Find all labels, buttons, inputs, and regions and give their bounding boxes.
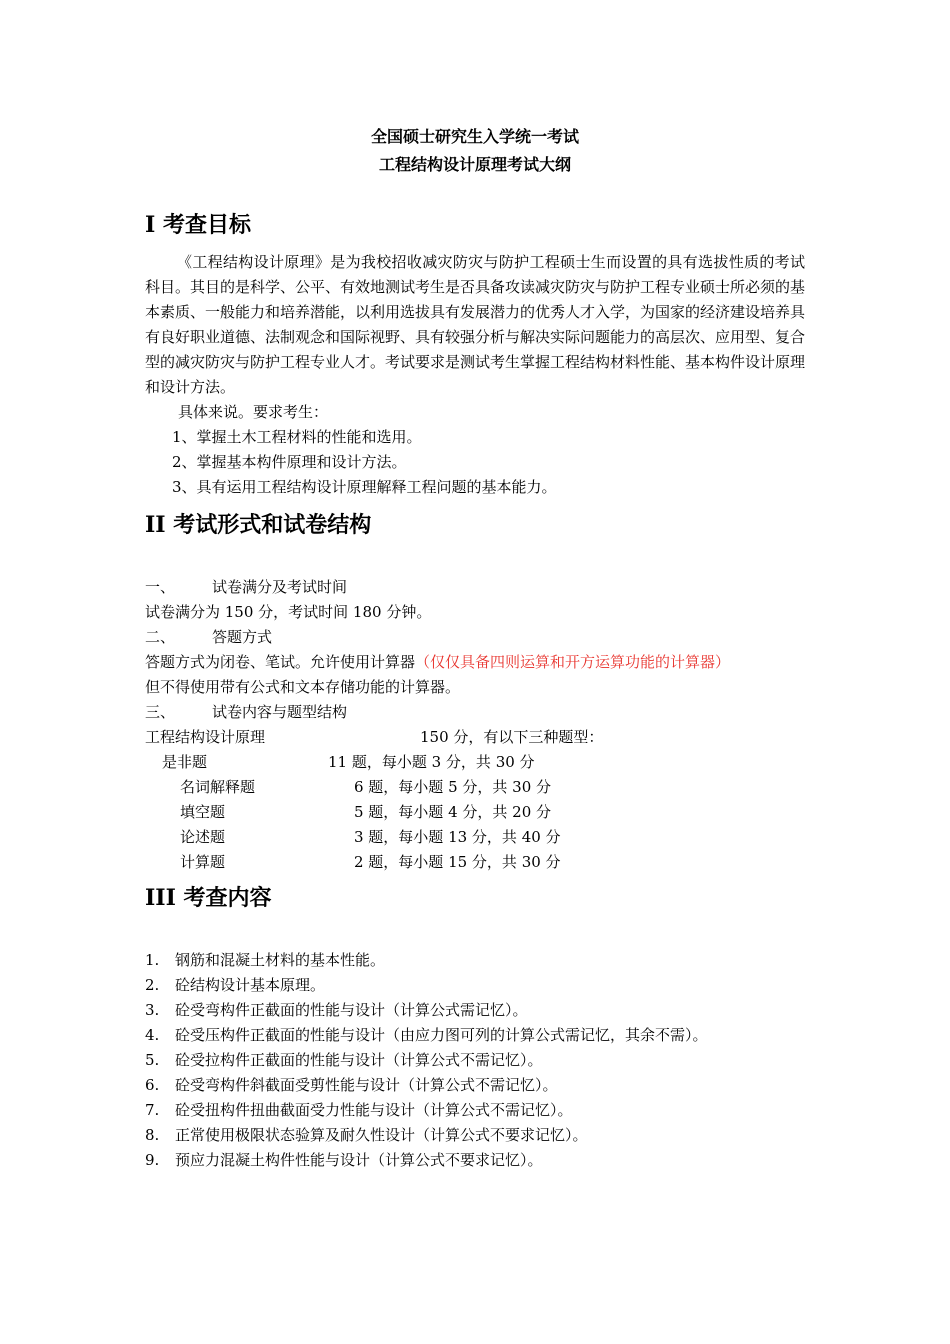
- content-item-text: 砼受弯构件正截面的性能与设计（计算公式需记忆）。: [175, 1001, 528, 1019]
- section1-heading: I 考查目标: [145, 212, 251, 238]
- part3-number: 三、: [145, 703, 176, 721]
- content-item-text: 钢筋和混凝土材料的基本性能。: [175, 951, 386, 969]
- subject-score: 150 分，有以下三种题型：: [420, 728, 604, 746]
- content-item-number: 5.: [145, 1051, 160, 1069]
- content-list-item: [145, 1123, 588, 1148]
- content-list-item: [145, 1048, 543, 1073]
- question-type-name: 名词解释题: [180, 778, 256, 796]
- part3-title: 试卷内容与题型结构: [212, 703, 348, 721]
- question-type-desc: 3 题，每小题 13 分，共 40 分: [354, 828, 561, 846]
- section1-item: 2、掌握基本构件原理和设计方法。: [172, 453, 407, 471]
- question-type-desc: 2 题，每小题 15 分，共 30 分: [354, 853, 561, 871]
- content-item-text: 砼受弯构件斜截面受剪性能与设计（计算公式不需记忆）。: [175, 1076, 558, 1094]
- question-type-desc: 6 题，每小题 5 分，共 30 分: [354, 778, 552, 796]
- content-item-number: 2.: [145, 976, 160, 994]
- content-item-number: 1.: [145, 951, 160, 969]
- content-list-item: [145, 998, 528, 1023]
- part1-title: 试卷满分及考试时间: [212, 578, 348, 596]
- content-list-item: [145, 973, 325, 998]
- document-title-line1: 全国硕士研究生入学统一考试: [370, 127, 579, 146]
- section1-item: 3、具有运用工程结构设计原理解释工程问题的基本能力。: [172, 478, 557, 496]
- content-item-text: 砼受压构件正截面的性能与设计（由应力图可列的计算公式需记忆，其余不需）。: [175, 1026, 708, 1044]
- content-item-number: 8.: [145, 1126, 160, 1144]
- part2-text-highlight: （仅仅具备四则运算和开方运算功能的计算器）: [415, 653, 731, 671]
- question-type-name: 是非题: [162, 753, 208, 771]
- subject-name: 工程结构设计原理: [145, 728, 266, 746]
- content-item-number: 7.: [145, 1101, 160, 1119]
- section2-heading: II 考试形式和试卷结构: [145, 512, 372, 538]
- content-item-number: 6.: [145, 1076, 160, 1094]
- question-type-name: 计算题: [180, 853, 226, 871]
- content-list-item: [145, 1023, 708, 1048]
- question-type-desc: 11 题，每小题 3 分，共 30 分: [328, 753, 535, 771]
- part1-number: 一、: [145, 578, 176, 596]
- content-item-text: 正常使用极限状态验算及耐久性设计（计算公式不要求记忆）。: [175, 1126, 588, 1144]
- part2-text: [145, 650, 730, 675]
- section3-heading: III 考查内容: [145, 885, 272, 911]
- part1-text: 试卷满分为 150 分，考试时间 180 分钟。: [145, 603, 432, 621]
- content-list-item: [145, 1098, 573, 1123]
- question-type-name: 填空题: [180, 803, 226, 821]
- content-list-item: [145, 1073, 558, 1098]
- content-list-item: [145, 948, 385, 973]
- section1-item: 1、掌握土木工程材料的性能和选用。: [172, 428, 422, 446]
- part2-text-main: 答题方式为闭卷、笔试。允许使用计算器: [145, 653, 416, 671]
- section1-intro: 具体来说。要求考生：: [178, 403, 329, 421]
- part2-title: 答题方式: [212, 628, 273, 646]
- content-item-number: 4.: [145, 1026, 160, 1044]
- question-type-desc: 5 题，每小题 4 分，共 20 分: [354, 803, 552, 821]
- content-item-text: 预应力混凝土构件性能与设计（计算公式不要求记忆）。: [175, 1151, 543, 1169]
- content-item-text: 砼结构设计基本原理。: [175, 976, 326, 994]
- content-item-text: 砼受拉构件正截面的性能与设计（计算公式不需记忆）。: [175, 1051, 543, 1069]
- content-list-item: [145, 1148, 543, 1173]
- question-type-name: 论述题: [180, 828, 226, 846]
- part2-number: 二、: [145, 628, 176, 646]
- content-item-text: 砼受扭构件扭曲截面受力性能与设计（计算公式不需记忆）。: [175, 1101, 573, 1119]
- content-item-number: 3.: [145, 1001, 160, 1019]
- content-item-number: 9.: [145, 1151, 160, 1169]
- part2-text-continued: 但不得使用带有公式和文本存储功能的计算器。: [145, 678, 461, 696]
- section1-paragraph: 《工程结构设计原理》是为我校招收减灾防灾与防护工程硕士生而设置的具有选拔性质的考试科目。其目的是科学、公平、有效地测试考生是否具备攻读减灾防灾与防护工程专业硕士所必须的基本素质、一般能力和培养潜能，以利用选拔具有发展潜力的优秀人才入学，为国家的经济建设培养具有良好职业道德、法制观念和国际视野、具有较强分析与解决实际问题能力的高层次、应用型、复合型的减灾防灾与防护工程专业人才。考试要求是测试考生掌握工程结构材料性能、基本构件设计原理和设计方法。: [145, 253, 806, 396]
- document-title-line2: 工程结构设计原理考试大纲: [378, 155, 571, 174]
